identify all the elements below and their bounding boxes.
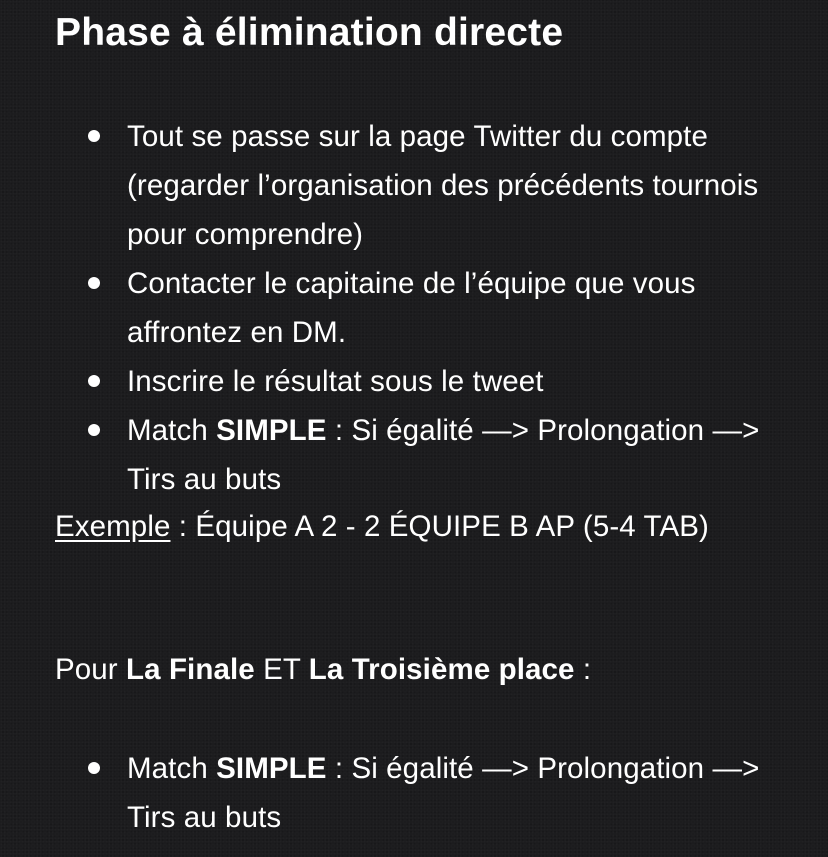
list-item-text: Inscrire le résultat sous le tweet	[127, 365, 544, 398]
bullet-icon	[88, 375, 100, 387]
example-text: : Équipe A 2 - 2 ÉQUIPE B AP (5-4 TAB)	[170, 510, 709, 543]
finale-suffix: :	[574, 653, 592, 686]
list-item	[0, 744, 828, 842]
list-item-bold: SIMPLE	[216, 414, 327, 447]
list-item	[0, 406, 828, 504]
finale-paragraph	[55, 645, 755, 694]
list-item-prefix: Match	[127, 752, 217, 785]
note-title: Phase à élimination directe	[55, 11, 564, 54]
finale-bold-2: La Troisième place	[308, 653, 575, 686]
knockout-rules-list	[0, 112, 828, 504]
bullet-icon	[88, 424, 100, 436]
list-item-prefix: Match	[127, 414, 217, 447]
bullet-icon	[88, 762, 100, 774]
example-paragraph	[55, 502, 755, 551]
list-item-text: Contacter le capitaine de l’équipe que vous affrontez en DM.	[127, 267, 696, 349]
list-item	[0, 259, 828, 357]
bullet-icon	[88, 277, 100, 289]
list-item-text: Tout se passe sur la page Twitter du compte (regarder l’organisation des précédents tournois pour comprendre)	[127, 120, 759, 251]
list-item-suffix: : Si égalité —> Prolongation —> Tirs au buts	[127, 752, 760, 834]
finale-middle: ET	[254, 653, 309, 686]
list-item	[0, 112, 828, 259]
list-item	[0, 357, 828, 406]
example-label: Exemple	[55, 510, 171, 543]
list-item-bold: SIMPLE	[216, 752, 327, 785]
finale-prefix: Pour	[55, 653, 127, 686]
bullet-icon	[88, 130, 100, 142]
list-item-suffix: : Si égalité —> Prolongation —> Tirs au buts	[127, 414, 760, 496]
finale-rules-list	[0, 744, 828, 842]
finale-bold-1: La Finale	[126, 653, 255, 686]
